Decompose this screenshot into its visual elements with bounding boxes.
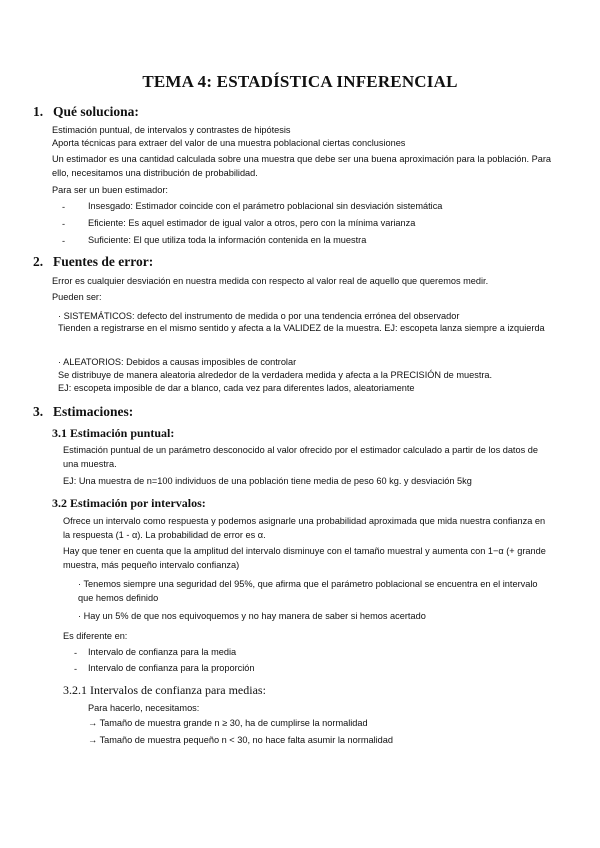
section-3-heading [33, 404, 133, 420]
s1-item-eficiente: Eficiente: Es aquel estimador de igual valor a otros, pero con la mínima varianza [88, 218, 416, 228]
section-1-number: 1. [33, 104, 44, 119]
s2-sistematicos-line2: Tienden a registrarse en el mismo sentido y afecta a la VALIDEZ de la muestra. EJ: escopeta lanza siempre a izquierda [58, 323, 545, 333]
dash-bullet: - [74, 648, 78, 658]
section-3-title: Estimaciones: [53, 404, 134, 419]
s3-2-item-media: Intervalo de confianza para la media [88, 647, 237, 657]
s2-aleatorios-line1: · ALEATORIOS: Debidos a causas imposibles de controlar [58, 357, 297, 367]
s3-1-paragraph: Estimación puntual de un parámetro desconocido al valor ofrecido por el estimador calculado a partir de los datos de una muestra. [63, 445, 538, 469]
s1-paragraph-good-estimator: Para ser un buen estimador: [52, 185, 168, 195]
page-title: TEMA 4: ESTADÍSTICA INFERENCIAL [142, 72, 458, 91]
s2-paragraph-error: Error es cualquier desviación en nuestra medida con respecto al valor real de aquello que queremos medir. [52, 276, 489, 286]
section-1-heading [33, 104, 139, 120]
dash-bullet: - [62, 236, 66, 246]
dash-bullet: - [74, 664, 78, 674]
subsection-3-2-1-heading: 3.2.1 Intervalos de confianza para medias: [63, 683, 266, 697]
dash-bullet: - [62, 219, 66, 229]
s3-2-paragraph-amplitude: Hay que tener en cuenta que la amplitud del intervalo disminuye con el tamaño muestral y aumenta con 1−α (+ grande muestra, más pequeño intervalo confianza) [63, 546, 546, 570]
section-1-title: Qué soluciona: [53, 104, 139, 119]
s2-aleatorios-line2: Se distribuye de manera aleatoria alrededor de la verdadera medida y afecta a la PRECISIÓN de muestra. [58, 370, 493, 380]
subsection-3-1-heading: 3.1 Estimación puntual: [52, 426, 175, 440]
s3-2-1-arrow-small: → Tamaño de muestra pequeño n < 30, no hace falta asumir la normalidad [88, 735, 393, 745]
s1-item-insesgado: Insesgado: Estimador coincide con el parámetro poblacional sin desviación sistemática [88, 201, 443, 211]
dash-bullet: - [62, 202, 66, 212]
section-2-title: Fuentes de error: [53, 254, 154, 269]
s1-line2: Aporta técnicas para extraer del valor de una muestra poblacional ciertas conclusiones [52, 138, 406, 148]
s3-2-1-paragraph: Para hacerlo, necesitamos: [88, 703, 200, 713]
subsection-3-2-heading: 3.2 Estimación por intervalos: [52, 496, 206, 510]
section-2-number: 2. [33, 254, 44, 269]
s1-item-suficiente: Suficiente: El que utiliza toda la información contenida en la muestra [88, 235, 367, 245]
s3-1-example: EJ: Una muestra de n=100 individuos de una población tiene media de peso 60 kg. y desviación 5kg [63, 476, 472, 486]
s3-2-paragraph-different: Es diferente en: [63, 631, 128, 641]
s1-line1: Estimación puntual, de intervalos y contrastes de hipótesis [52, 125, 291, 135]
section-3-number: 3. [33, 404, 44, 419]
s3-2-bullet-5: · Hay un 5% de que nos equivoquemos y no hay manera de saber si hemos acertado [78, 611, 426, 621]
s3-2-paragraph-interval: Ofrece un intervalo como respuesta y podemos asignarle una probabilidad aproximada que mida nuestra confianza en la respuesta (1 - α). La probabilidad de error es α. [63, 516, 546, 540]
s3-2-bullet-95: · Tenemos siempre una seguridad del 95%, que afirma que el parámetro poblacional se encuentra en el intervalo que hemos definido [78, 579, 538, 603]
s3-2-1-arrow-large: → Tamaño de muestra grande n ≥ 30, ha de cumplirse la normalidad [88, 718, 368, 728]
s2-aleatorios-line3: EJ: escopeta imposible de dar a blanco, cada vez para diferentes lados, aleatoriamente [58, 383, 415, 393]
s3-2-item-proporcion: Intervalo de confianza para la proporción [88, 663, 255, 673]
section-2-heading [33, 254, 153, 270]
s1-paragraph-estimator: Un estimador es una cantidad calculada sobre una muestra que debe ser una buena aproximación para la población. Para ello, necesitamos una distribución de probabilidad. [52, 154, 551, 178]
s2-paragraph-types: Pueden ser: [52, 292, 102, 302]
s2-sistematicos-line1: · SISTEMÁTICOS: defecto del instrumento de medida o por una tendencia errónea del observador [58, 311, 460, 321]
